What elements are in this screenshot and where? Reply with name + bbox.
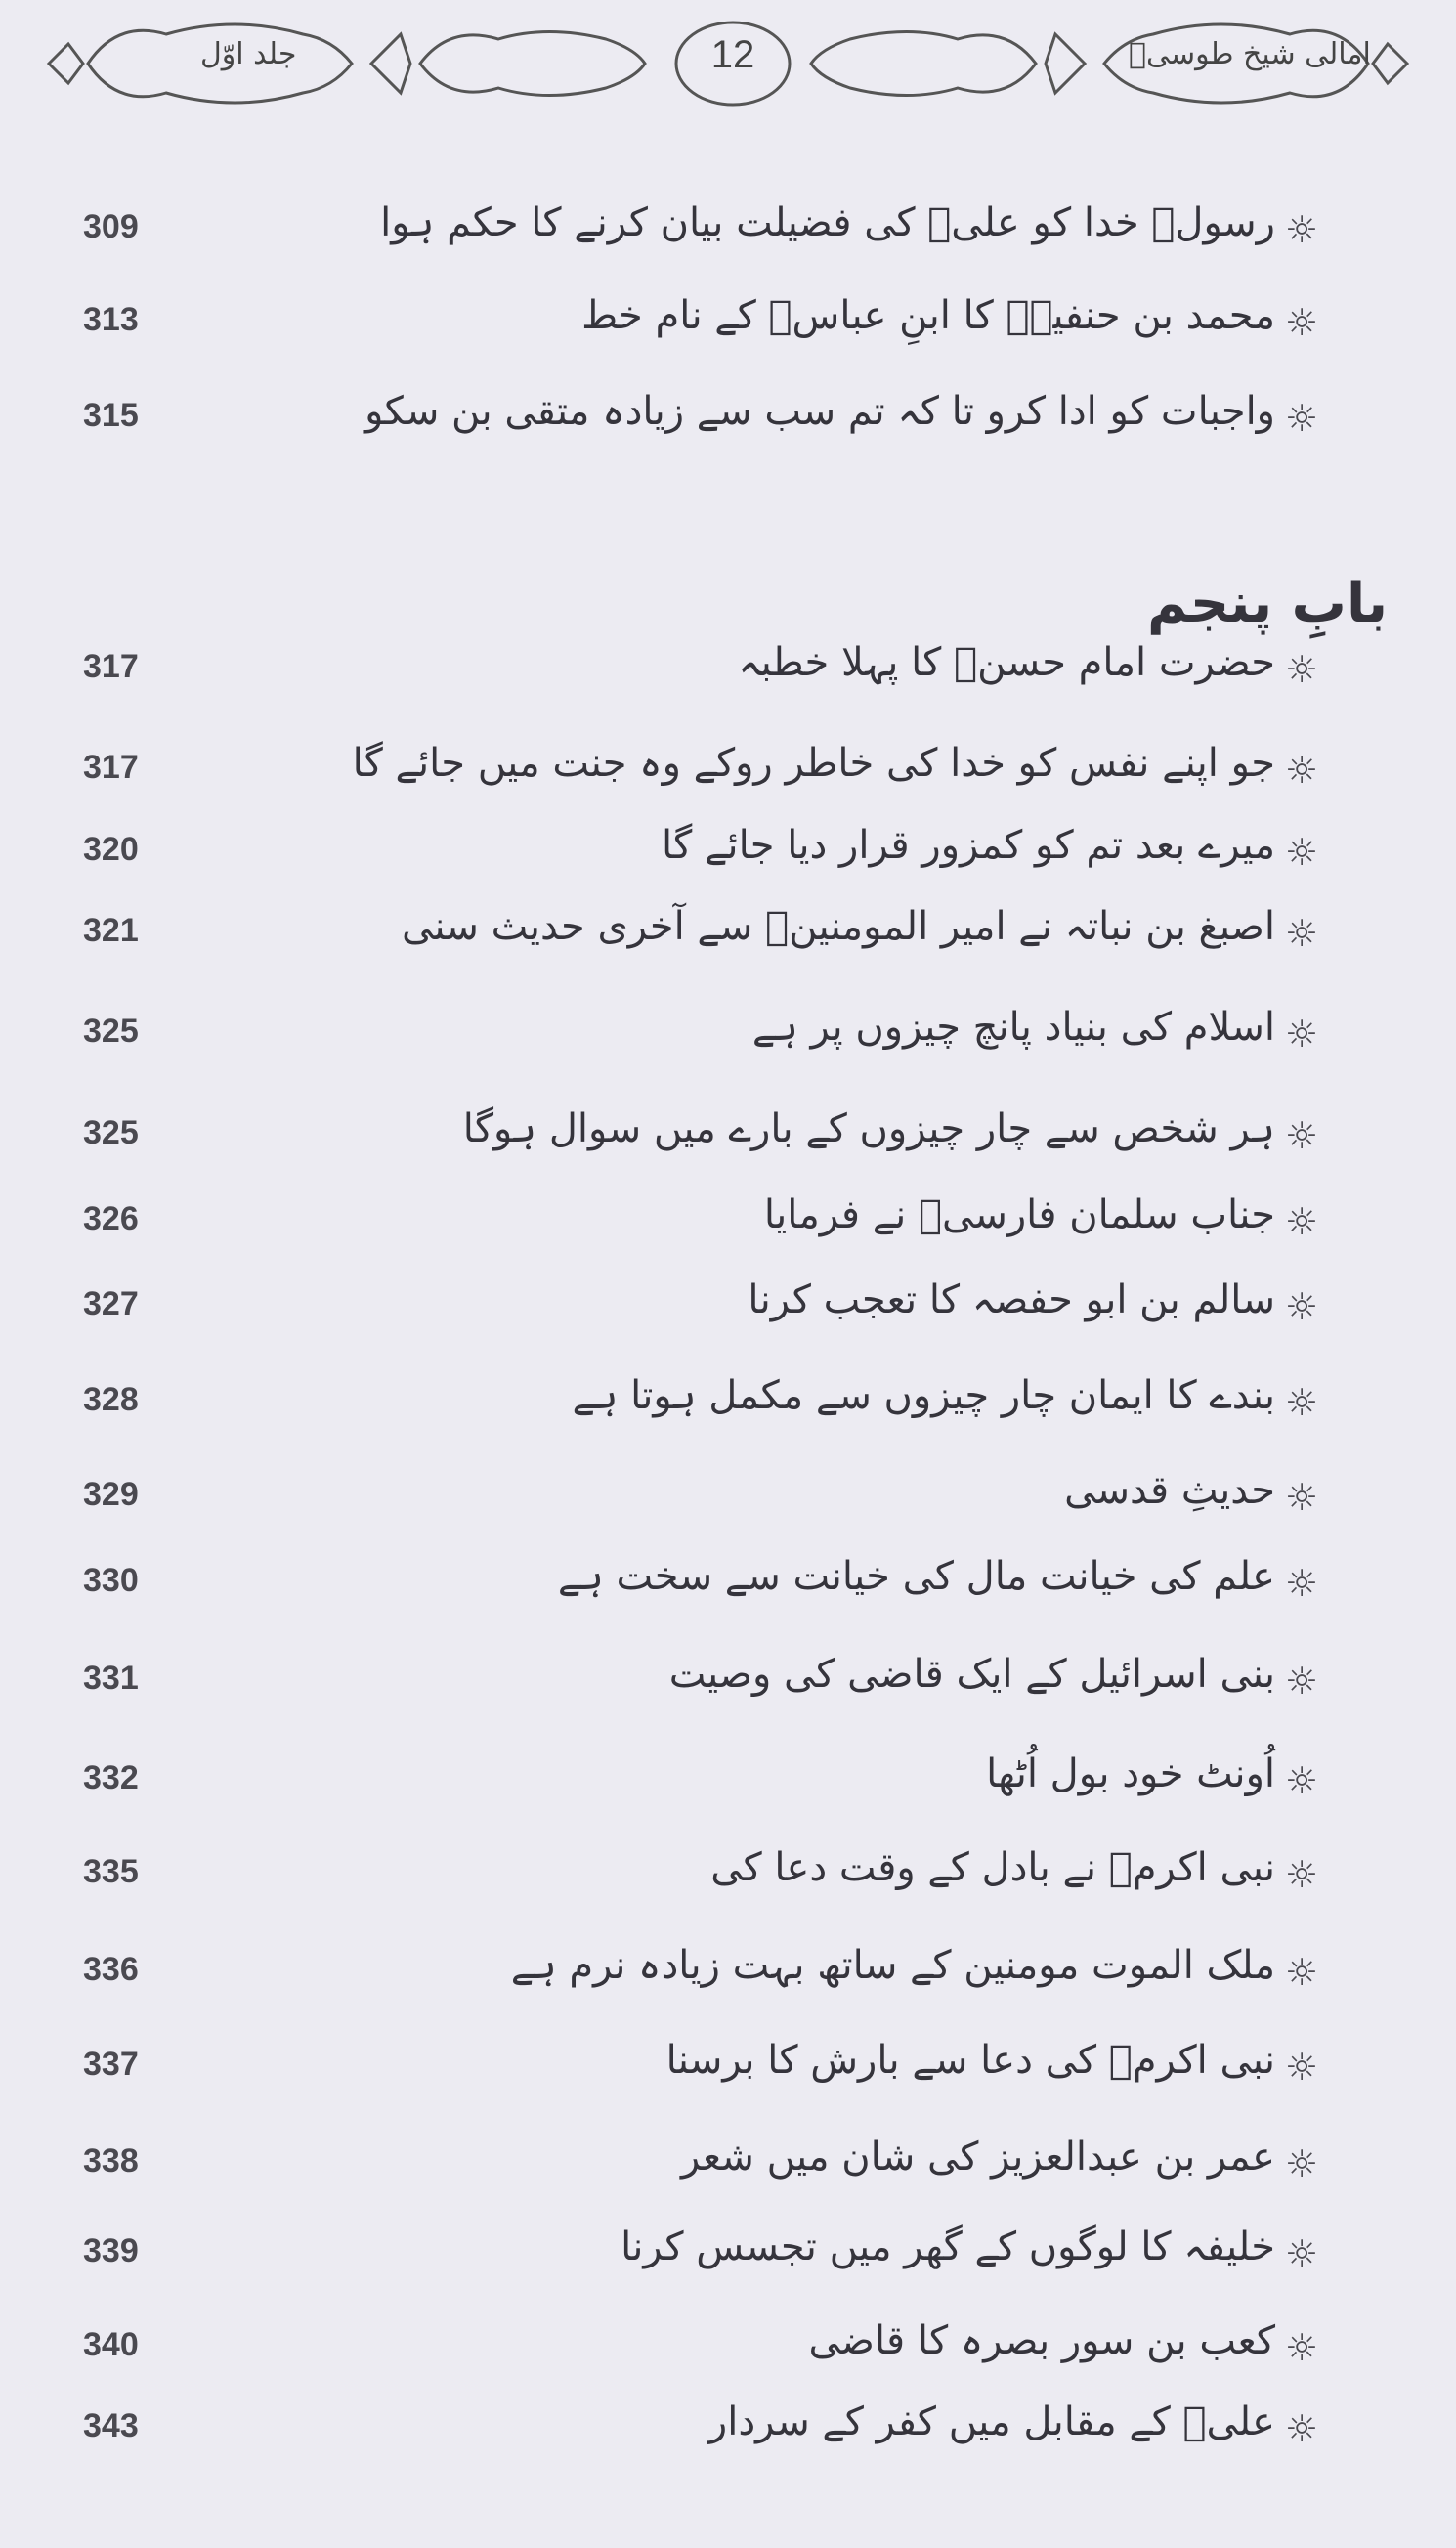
star-outline-icon: ☼ xyxy=(1285,1951,1319,1994)
toc-entry[interactable] xyxy=(0,1652,1456,1720)
star-outline-icon: ☼ xyxy=(1285,1476,1319,1519)
page-ref: 339 xyxy=(83,2232,139,2269)
page-ref: 328 xyxy=(83,1381,139,1418)
star-outline-icon: ☼ xyxy=(1285,1759,1319,1802)
toc-entry[interactable] xyxy=(0,1005,1456,1073)
page-ref: 331 xyxy=(83,1660,139,1697)
toc-entry[interactable] xyxy=(0,389,1456,457)
page-header xyxy=(39,10,1417,117)
entry-title: اُونٹ خود بول اُٹھا xyxy=(986,1751,1275,1796)
toc-entry[interactable] xyxy=(0,200,1456,269)
book-title: امالی شیخ طوسیؒ xyxy=(1129,37,1371,71)
page-ref: 343 xyxy=(83,2407,139,2444)
toc-entry[interactable] xyxy=(0,2135,1456,2203)
toc-entry[interactable] xyxy=(0,904,1456,972)
entry-title: علم کی خیانت مال کی خیانت سے سخت ہے xyxy=(557,1554,1275,1599)
volume-label: جلد اوّل xyxy=(200,37,297,71)
page-ref: 336 xyxy=(83,1951,139,1988)
entry-title: نبی اکرمؐ نے بادل کے وقت دعا کی xyxy=(710,1845,1275,1890)
star-outline-icon: ☼ xyxy=(1285,208,1319,251)
entry-title: اصبغ بن نباتہ نے امیر المومنینؑ سے آخری حدیث سنی xyxy=(401,904,1275,949)
star-outline-icon: ☼ xyxy=(1285,301,1319,344)
toc-entry[interactable] xyxy=(0,2399,1456,2468)
toc-entry[interactable] xyxy=(0,1277,1456,1346)
star-outline-icon: ☼ xyxy=(1285,1660,1319,1703)
star-outline-icon: ☼ xyxy=(1285,1381,1319,1424)
entry-title: میرے بعد تم کو کمزور قرار دیا جائے گا xyxy=(662,823,1275,868)
page-ref: 335 xyxy=(83,1853,139,1890)
star-outline-icon: ☼ xyxy=(1285,397,1319,440)
entry-title: رسولؐ خدا کو علیؑ کی فضیلت بیان کرنے کا حکم ہوا xyxy=(380,200,1275,245)
star-outline-icon: ☼ xyxy=(1285,1200,1319,1243)
star-outline-icon: ☼ xyxy=(1285,2046,1319,2089)
star-outline-icon: ☼ xyxy=(1285,912,1319,955)
toc-entry[interactable] xyxy=(0,1751,1456,1820)
entry-title: جو اپنے نفس کو خدا کی خاطر روکے وہ جنت میں جائے گا xyxy=(352,741,1275,786)
toc-entry[interactable] xyxy=(0,2038,1456,2106)
page-ref: 332 xyxy=(83,1759,139,1796)
page-ref: 327 xyxy=(83,1285,139,1322)
page-ref: 321 xyxy=(83,912,139,949)
entry-title: کعب بن سور بصرہ کا قاضی xyxy=(808,2318,1275,2363)
star-outline-icon: ☼ xyxy=(1285,2326,1319,2369)
page-ref: 326 xyxy=(83,1200,139,1237)
entry-title: جناب سلمان فارسیؓ نے فرمایا xyxy=(763,1192,1275,1237)
page-ref: 337 xyxy=(83,2046,139,2083)
toc-entry[interactable] xyxy=(0,1845,1456,1914)
toc-entry[interactable] xyxy=(0,1106,1456,1175)
toc-entry[interactable] xyxy=(0,293,1456,362)
page-ref: 320 xyxy=(83,831,139,868)
page-ref: 329 xyxy=(83,1476,139,1513)
star-outline-icon: ☼ xyxy=(1285,749,1319,792)
entry-title: خلیفہ کا لوگوں کے گھر میں تجسس کرنا xyxy=(621,2224,1275,2269)
star-outline-icon: ☼ xyxy=(1285,1562,1319,1605)
page-ref: 317 xyxy=(83,749,139,786)
toc-entry[interactable] xyxy=(0,1192,1456,1261)
toc-entry[interactable] xyxy=(0,1373,1456,1442)
entry-title: سالم بن ابو حفصہ کا تعجب کرنا xyxy=(748,1277,1275,1322)
entry-title: عمر بن عبدالعزیز کی شان میں شعر xyxy=(680,2135,1275,2180)
entry-title: بندے کا ایمان چار چیزوں سے مکمل ہوتا ہے xyxy=(572,1373,1275,1418)
toc-entry[interactable] xyxy=(0,2318,1456,2387)
page-ref: 338 xyxy=(83,2142,139,2180)
star-outline-icon: ☼ xyxy=(1285,2232,1319,2275)
toc-entry[interactable] xyxy=(0,1468,1456,1536)
entry-title: اسلام کی بنیاد پانچ چیزوں پر ہے xyxy=(751,1005,1275,1050)
chapter-heading: بابِ پنجم xyxy=(1147,572,1388,635)
toc-entry[interactable] xyxy=(0,823,1456,891)
page-ref: 317 xyxy=(83,648,139,685)
entry-title: علیؑ کے مقابل میں کفر کے سردار xyxy=(707,2399,1275,2444)
star-outline-icon: ☼ xyxy=(1285,1853,1319,1896)
star-outline-icon: ☼ xyxy=(1285,2407,1319,2450)
toc-entry[interactable] xyxy=(0,1554,1456,1622)
star-outline-icon: ☼ xyxy=(1285,1013,1319,1056)
entry-title: محمد بن حنفیہؒ کا ابنِ عباسؓ کے نام خط xyxy=(581,293,1275,338)
page-ref: 325 xyxy=(83,1114,139,1151)
entry-title: حضرت امام حسنؑ کا پہلا خطبہ xyxy=(738,640,1275,685)
toc-entry[interactable] xyxy=(0,1943,1456,2011)
star-outline-icon: ☼ xyxy=(1285,2142,1319,2185)
page-number: 12 xyxy=(710,33,755,76)
entry-title: ملک الموت مومنین کے ساتھ بہت زیادہ نرم ہے xyxy=(510,1943,1275,1988)
entry-title: بنی اسرائیل کے ایک قاضی کی وصیت xyxy=(668,1652,1275,1697)
page-ref: 340 xyxy=(83,2326,139,2363)
star-outline-icon: ☼ xyxy=(1285,1285,1319,1328)
page-ref: 330 xyxy=(83,1562,139,1599)
entry-title: حدیثِ قدسی xyxy=(1064,1468,1275,1513)
toc-entry[interactable] xyxy=(0,741,1456,809)
entry-title: واجبات کو ادا کرو تا کہ تم سب سے زیادہ متقی بن سکو xyxy=(364,389,1275,434)
toc-entry[interactable] xyxy=(0,640,1456,709)
star-outline-icon: ☼ xyxy=(1285,831,1319,874)
page-ref: 325 xyxy=(83,1013,139,1050)
entry-title: نبی اکرمؐ کی دعا سے بارش کا برسنا xyxy=(665,2038,1275,2083)
star-outline-icon: ☼ xyxy=(1285,648,1319,691)
page-ref: 315 xyxy=(83,397,139,434)
entry-title: ہر شخص سے چار چیزوں کے بارے میں سوال ہوگا xyxy=(462,1106,1275,1151)
toc-entry[interactable] xyxy=(0,2224,1456,2293)
page-ref: 313 xyxy=(83,301,139,338)
page-ref: 309 xyxy=(83,208,139,245)
star-outline-icon: ☼ xyxy=(1285,1114,1319,1157)
